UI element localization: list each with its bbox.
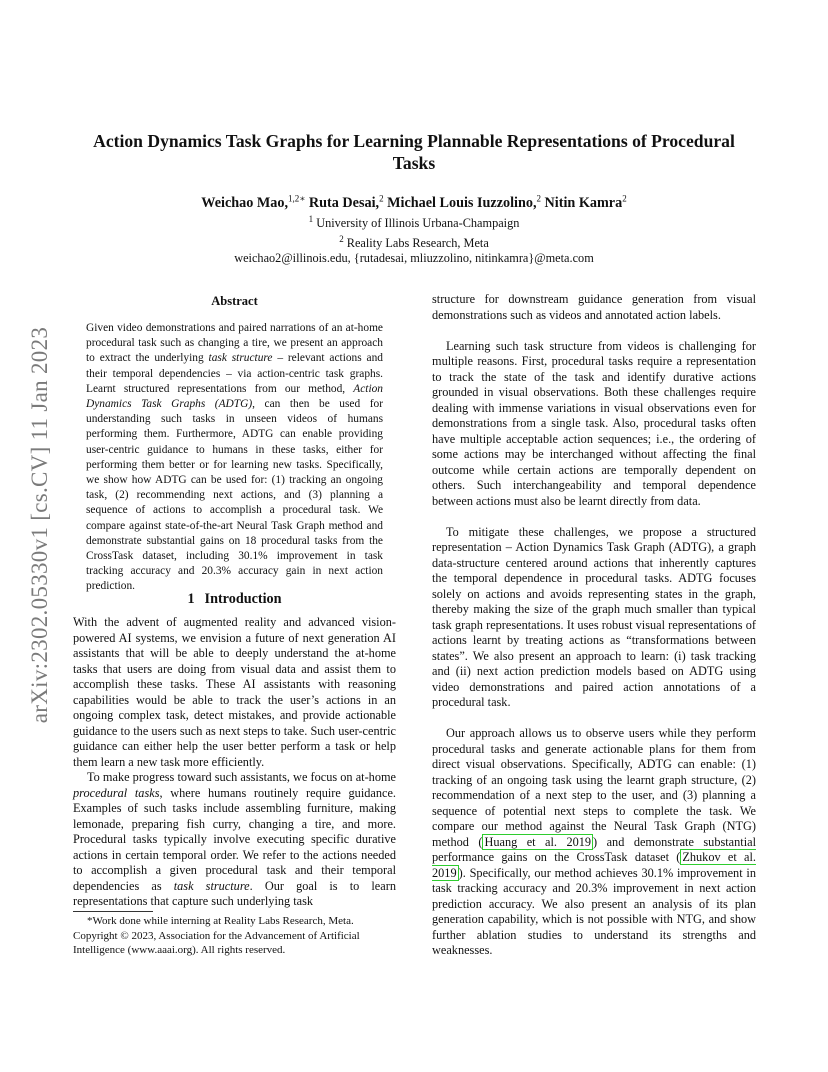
- text-run: , can then be used for understanding such tasks in unseen videos of humans performing them. Furthermore, ADTG can enable providing user-centric guidance to humans in these tasks, either for performing them better or for learning new tasks. Specifically, we show how ADTG can be used for: (1) tracking an ongoing task, (2) recommending next actions, and (3) planning a sequence of actions to accomplish a procedural task. We compare against state-of-the-art Neural Task Graph method and demonstrate substantial gains on 18 procedural tasks from the CrossTask dataset, including 30.1% improvement in task tracking accuracy and 20.3% accuracy gain in next action prediction.: [86, 398, 383, 593]
- text-run: Our approach allows us to observe users while they perform procedural tasks and generate actionable plans for them from direct visual observations. Specifically, ADTG can enable: (1) tracking of an ongoing task using the learnt graph structure, (2) recommendation of a next step to the user, and (3) planning a sequence of potential next steps to complete the task. We compare our method against the Neural Task Graph (NTG) method (: [432, 726, 756, 849]
- right-paragraph-1: [432, 292, 756, 323]
- text-run: To mitigate these challenges, we propose a structured representation – Action Dynamics Task Graph (ADTG), a graph data-structure centered around actions that inherently captures the temporal dependence in procedural tasks. ADTG focuses solely on actions and avoids representing states in the graph, thereby making the size of the graph much smaller than typical task graph representations. It uses robust visual representations of actions learnt by treating actions as “transformations between states”. We also present an approach to learn: (i) task tracking and (ii) next action prediction models based on ADTG using video demonstrations and paired action annotations of a procedural task.: [432, 524, 756, 709]
- arxiv-identifier-stamp: [27, 290, 53, 760]
- intro-paragraph-1: [73, 615, 396, 770]
- author-3: Michael Louis Iuzzolino,$^2$: [387, 193, 541, 211]
- text-run: Learning such task structure from videos is challenging for multiple reasons. First, procedural tasks require a representation to track the state of the task and identify durative actions grounded in visual observations. Both these challenges require dealing with immense variations in visual observations even for demonstrations from a single task. Also, procedural tasks often have multiple acceptable action sequences; i.e., the ordering of some actions may be interchanged without affecting the final outcome while certain actions are temporally dependent on others. Such interchangeability and temporal dependence between actions must also be learnt directly from data.: [432, 338, 756, 508]
- right-paragraph-2: [432, 339, 756, 510]
- text-run: Given video demonstrations and paired narrations of an at-home procedural task such as changing a tire, we present an approach to extract the underlying: [86, 322, 383, 365]
- footnote-divider: [73, 911, 153, 912]
- introduction-body: [73, 615, 396, 910]
- emphasized-text: Action Dynamics Task Graphs (ADTG): [86, 382, 383, 411]
- emphasized-text: procedural tasks: [73, 785, 160, 800]
- emphasized-text: task structure: [208, 352, 273, 365]
- footnotes: [73, 914, 396, 958]
- text-run: – relevant actions and their temporal dependencies – via action-centric task graphs. Learnt structured representations from our method,: [86, 352, 383, 395]
- text-run: With the advent of augmented reality and advanced vision-powered AI systems, we envision a future of next generation AI assistants that will be able to deeply understand the at-home tasks that users are doing from visual data and assist them to accomplish these tasks. These AI assistants with reasoning capabilities would be able to track the user’s actions in an ongoing complex task, detect mistakes, and provide actionable guidance to the users such as next steps to take. Such user-centric guidance can either help the user better perform a task or help them learn a new task more efficiently.: [73, 615, 396, 769]
- right-paragraph-4: [432, 726, 756, 959]
- text-run: structure for downstream guidance generation from visual demonstrations such as videos and annotated action labels.: [432, 292, 756, 322]
- paper-title: Action Dynamics Task Graphs for Learning Plannable Representations of Procedural Tasks: [93, 131, 735, 173]
- footnote-work-done: *Work done while interning at Reality Labs Research, Meta.: [87, 915, 354, 927]
- text-run: To make progress toward such assistants, we focus on at-home: [87, 770, 396, 784]
- paragraph-gap: [432, 323, 756, 339]
- abstract-heading: Abstract: [211, 294, 258, 308]
- right-paragraph-3: [432, 525, 756, 711]
- author-list: [90, 189, 738, 212]
- affiliations: [90, 212, 738, 267]
- citation-link[interactable]: Zhukov et al. 2019: [432, 850, 756, 880]
- section-heading-introduction: [73, 591, 396, 608]
- emphasized-text: task structure: [173, 878, 250, 893]
- text-run: ). Specifically, our method achieves 30.1% improvement in task tracking accuracy and 20.3% improvement in next action prediction accuracy. We also present an analysis of its plan generation capability, which is not possible with NTG, and show further ablation studies to understand its strengths and weaknesses.: [432, 865, 756, 957]
- arxiv-identifier-text: arXiv:2302.05330v1 [cs.CV] 11 Jan 2023: [27, 326, 52, 724]
- footnote-copyright: Copyright © 2023, Association for the Advancement of Artificial Intelligence (www.aaai.org). All rights reserved.: [73, 929, 360, 956]
- paragraph-gap: [432, 509, 756, 525]
- abstract-text: [86, 321, 383, 595]
- affiliation-2: $^2$ Reality Labs Research, Meta: [339, 233, 489, 250]
- paragraph-gap: [432, 711, 756, 727]
- section-number: 1: [187, 591, 195, 607]
- author-2: Ruta Desai,$^2$: [308, 193, 384, 211]
- intro-paragraph-2: [73, 770, 396, 910]
- section-title: Introduction: [204, 591, 282, 607]
- citation-link[interactable]: Huang et al. 2019: [484, 834, 592, 849]
- author-emails: weichao2@illinois.edu, {rutadesai, mliuzzolino, nitinkamra}@meta.com: [234, 251, 594, 266]
- right-column-body: [432, 292, 756, 959]
- author-4: Nitin Kamra$^2$: [544, 193, 627, 211]
- text-run: . Our goal is to learn representations that capture such underlying task: [73, 878, 396, 908]
- author-1: Weichao Mao,$^{1,2∗}$: [201, 193, 306, 211]
- text-run: , where humans routinely require guidance. Examples of such tasks include assembling furniture, making lemonade, preparing fish curry, changing a tire, and more. Procedural tasks typically involve executing specific durative actions in certain temporal order. We refer to the actions needed to accomplish a given procedural task and their temporal dependencies as: [73, 785, 396, 893]
- text-run: ) and demonstrate substantial performance gains on the CrossTask dataset (: [432, 834, 756, 864]
- affiliation-1: $^1$ University of Illinois Urbana-Champaign: [308, 214, 520, 231]
